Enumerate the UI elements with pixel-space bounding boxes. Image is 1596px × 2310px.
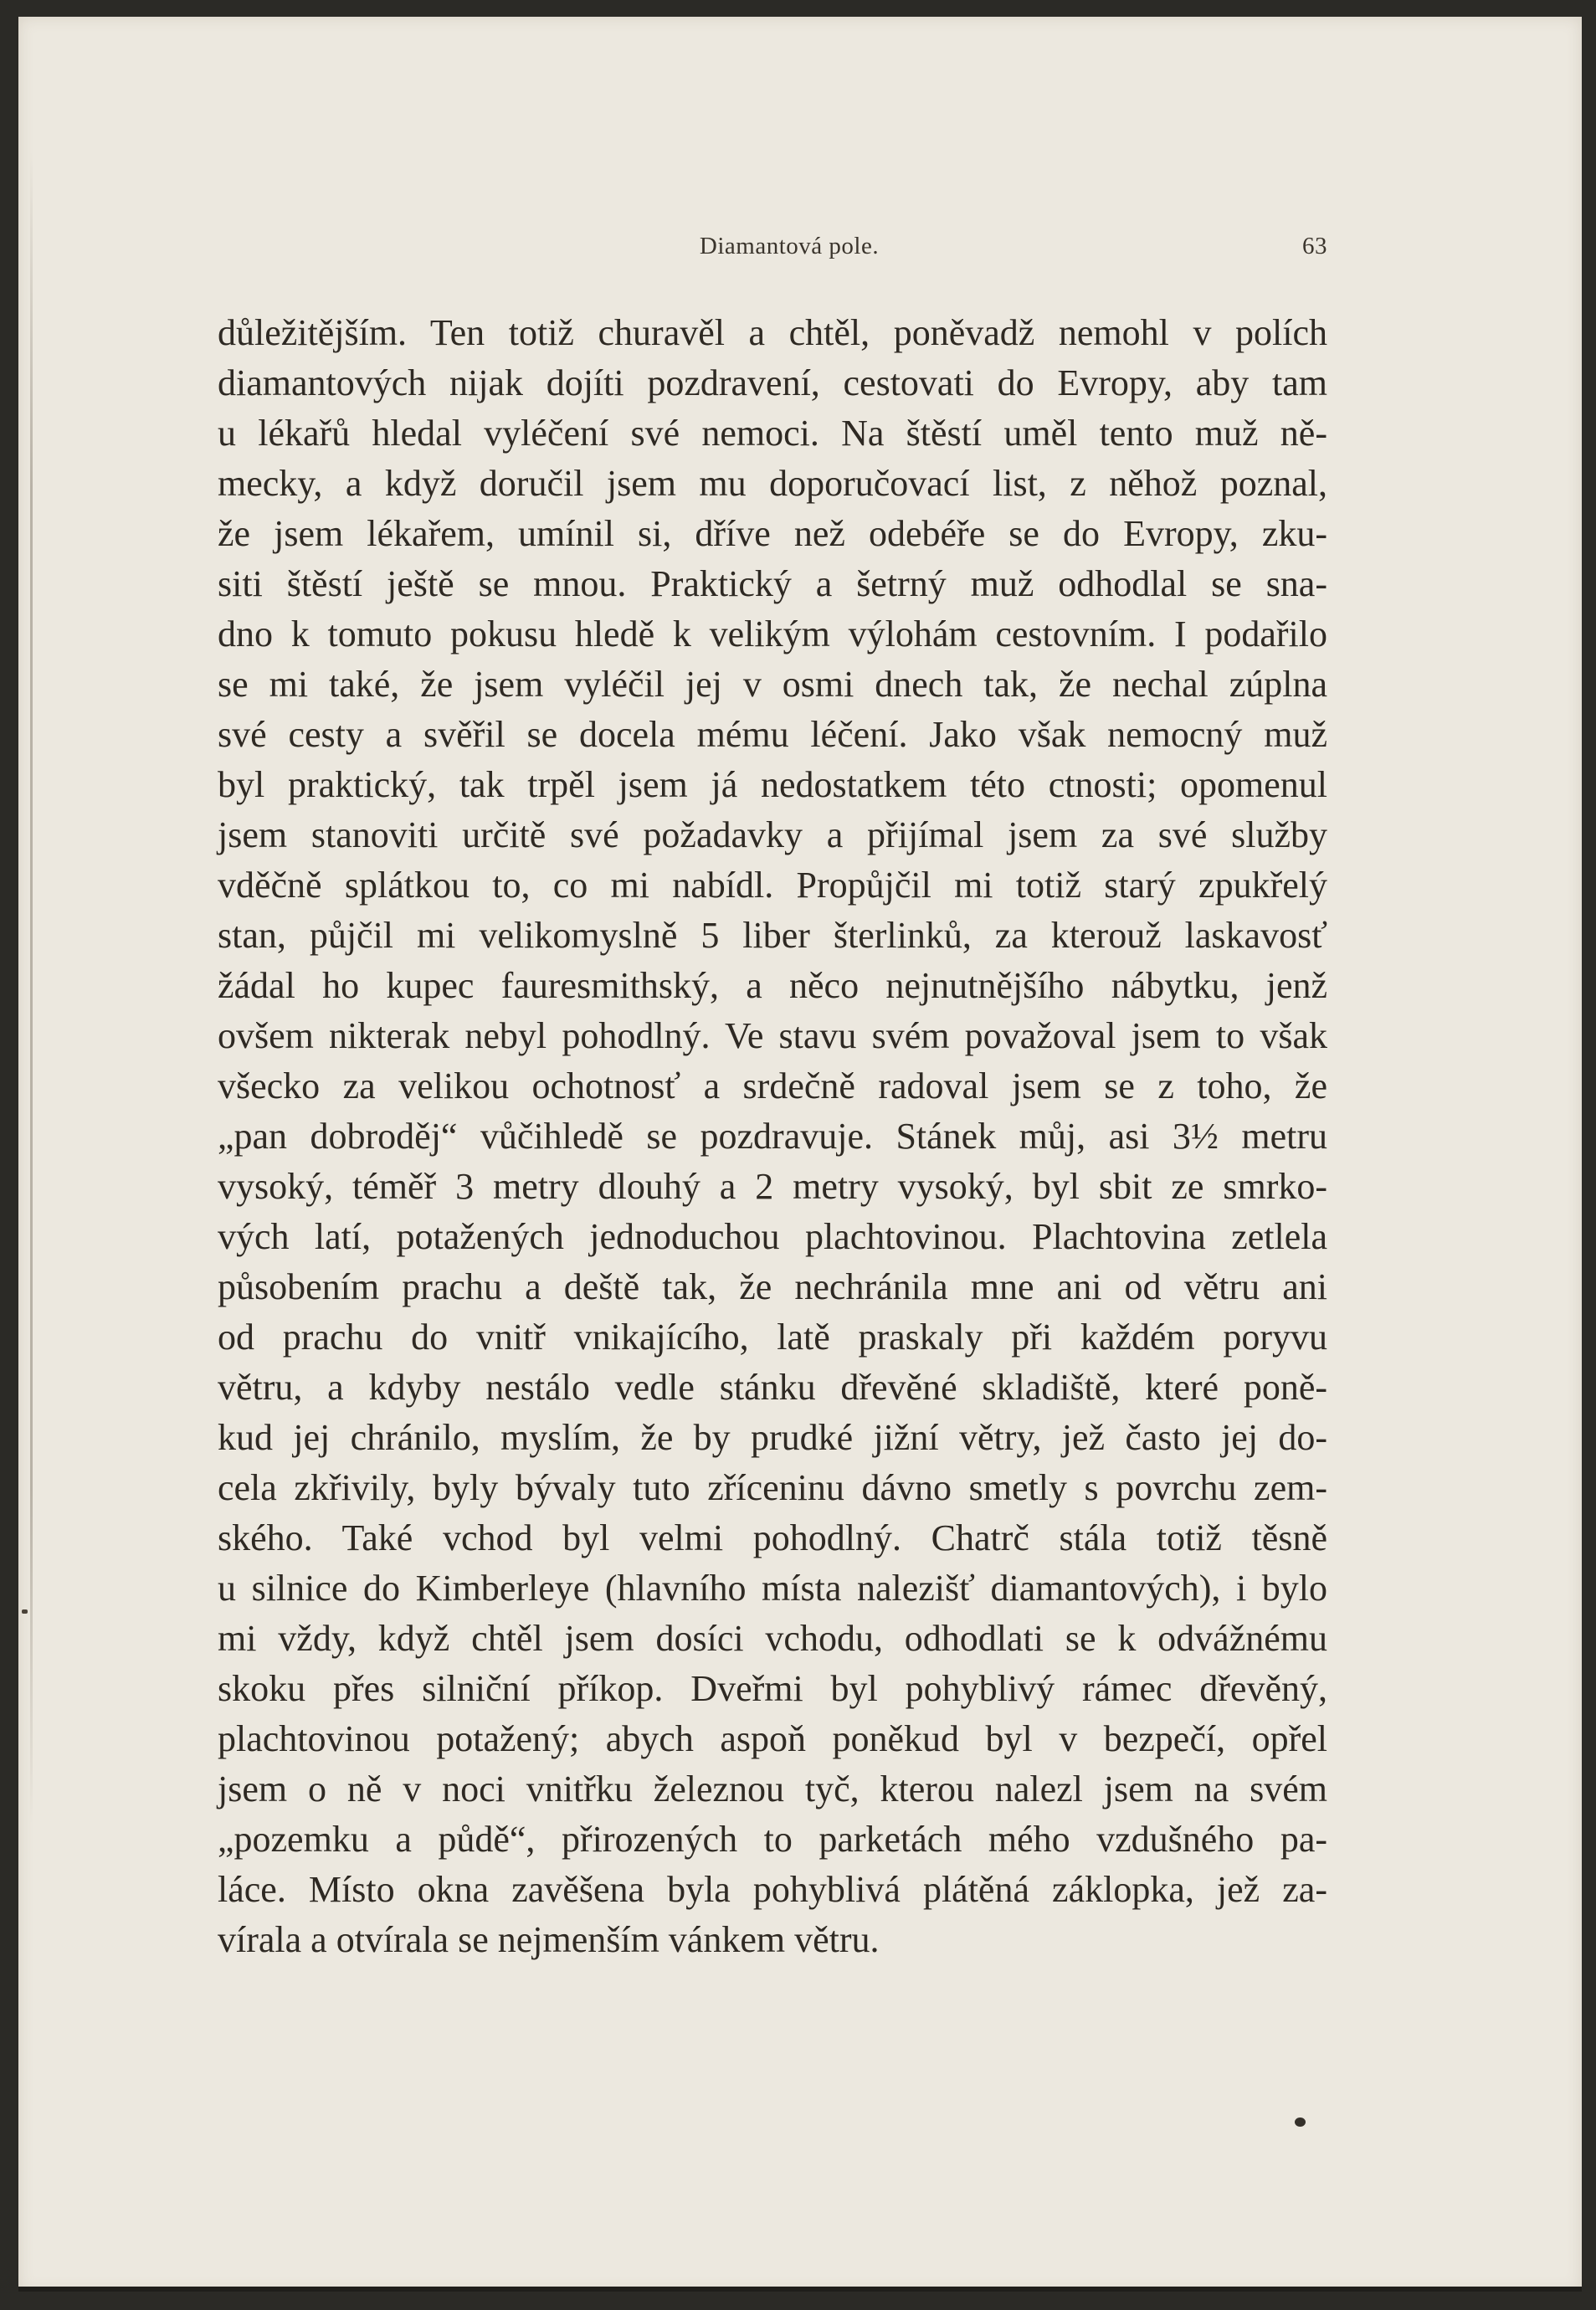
text-line: větru, a kdyby nestálo vedle stánku dřevěné skladiště, které poně- xyxy=(218,1367,1327,1408)
text-line: všecko za velikou ochotnosť a srdečně radoval jsem se z toho, že xyxy=(218,1065,1327,1106)
running-head xyxy=(218,233,1327,271)
text-line: vysoký, téměř 3 metry dlouhý a 2 metry vysoký, byl sbit ze smrko- xyxy=(218,1166,1327,1207)
text-line: plachtovinou potažený; abych aspoň poněkud byl v bezpečí, opřel xyxy=(218,1718,1327,1759)
text-line: vděčně splátkou to, co mi nabídl. Propůjčil mi totiž starý zpukřelý xyxy=(218,865,1327,906)
page-gutter xyxy=(30,151,33,1825)
text-line: své cesty a svěřil se docela mému léčení. Jako však nemocný muž xyxy=(218,714,1327,755)
text-line: láce. Místo okna zavěšena byla pohyblivá plátěná záklopka, jež za- xyxy=(218,1869,1327,1910)
text-line: siti štěstí ještě se mnou. Praktický a šetrný muž odhodlal se sna- xyxy=(218,563,1327,604)
text-line: skoku přes silniční příkop. Dveřmi byl pohyblivý rámec dřevěný, xyxy=(218,1668,1327,1709)
text-line: mecky, a když doručil jsem mu doporučovací list, z něhož poznal, xyxy=(218,463,1327,504)
text-line: se mi také, že jsem vyléčil jej v osmi dnech tak, že nechal zúplna xyxy=(218,664,1327,705)
text-line: mi vždy, když chtěl jsem dosíci vchodu, odhodlati se k odvážnému xyxy=(218,1618,1327,1659)
text-line: „pozemku a půdě“, přirozených to parketách mého vzdušného pa- xyxy=(218,1819,1327,1860)
text-line: u lékařů hledal vyléčení své nemoci. Na štěstí uměl tento muž ně- xyxy=(218,413,1327,454)
text-line: stan, půjčil mi velikomyslně 5 liber šterlinků, za kterouž laskavosť xyxy=(218,915,1327,956)
running-head-title: Diamantová pole. xyxy=(699,233,880,259)
margin-mark xyxy=(22,1609,28,1614)
text-line: ského. Také vchod byl velmi pohodlný. Chatrč stála totiž těsně xyxy=(218,1517,1327,1558)
text-line: kud jej chránilo, myslím, že by prudké jižní větry, jež často jej do- xyxy=(218,1417,1327,1458)
body-text xyxy=(218,308,1327,1965)
text-line: od prachu do vnitř vnikajícího, latě praskaly při každém poryvu xyxy=(218,1317,1327,1358)
text-line: vých latí, potažených jednoduchou plachtovinou. Plachtovina zetlela xyxy=(218,1216,1327,1257)
text-line: jsem stanoviti určitě své požadavky a přijímal jsem za své služby xyxy=(218,814,1327,855)
text-line: cela zkřivily, byly bývaly tuto zříceninu dávno smetly s povrchu zem- xyxy=(218,1467,1327,1508)
ink-speck xyxy=(1295,2118,1306,2127)
text-line: diamantových nijak dojíti pozdravení, cestovati do Evropy, aby tam xyxy=(218,362,1327,403)
page-number: 63 xyxy=(1302,233,1327,259)
text-line: u silnice do Kimberleye (hlavního místa nalezišť diamantových), i bylo xyxy=(218,1568,1327,1609)
text-line: jsem o ně v noci vnitřku železnou tyč, kterou nalezl jsem na svém xyxy=(218,1768,1327,1810)
text-line: důležitějším. Ten totiž churavěl a chtěl, poněvadž nemohl v polích xyxy=(218,312,1327,353)
text-line: byl praktický, tak trpěl jsem já nedostatkem této ctnosti; opomenul xyxy=(218,764,1327,805)
text-line: ovšem nikterak nebyl pohodlný. Ve stavu svém považoval jsem to však xyxy=(218,1015,1327,1056)
text-line: dno k tomuto pokusu hledě k velikým výlohám cestovním. I podařilo xyxy=(218,613,1327,654)
text-line: že jsem lékařem, umínil si, dříve než odebéře se do Evropy, zku- xyxy=(218,513,1327,554)
text-line: žádal ho kupec fauresmithský, a něco nejnutnějšího nábytku, jenž xyxy=(218,965,1327,1006)
page-bottom-edge xyxy=(18,2287,1582,2292)
text-line: „pan dobroděj“ vůčihledě se pozdravuje. Stánek můj, asi 3½ metru xyxy=(218,1116,1327,1157)
text-line: vírala a otvírala se nejmenším vánkem větru. xyxy=(218,1919,880,1960)
book-page xyxy=(18,17,1582,2292)
text-line: působením prachu a deště tak, že nechránila mne ani od větru ani xyxy=(218,1266,1327,1307)
